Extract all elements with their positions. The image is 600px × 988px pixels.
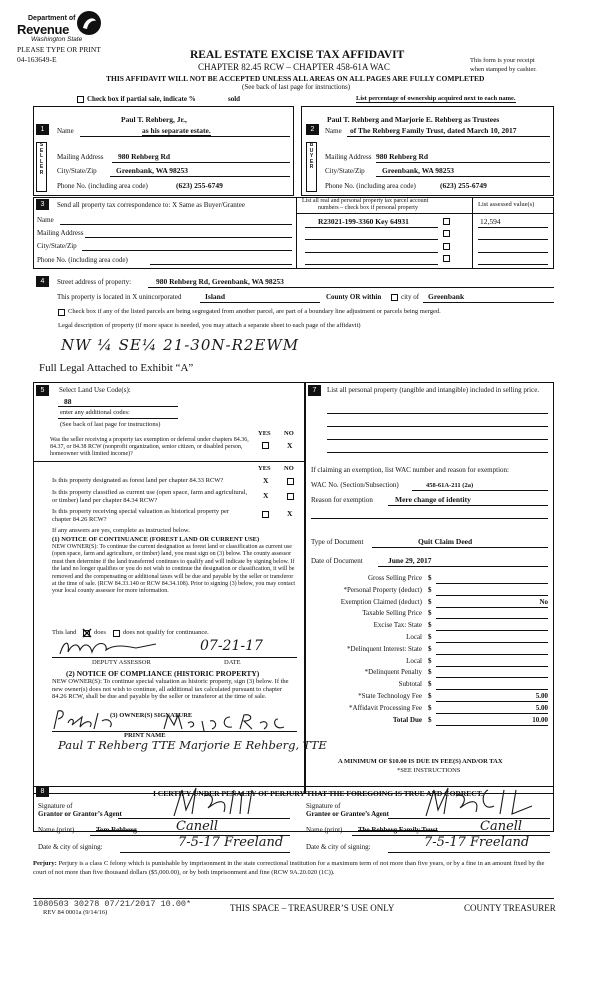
fee-dollar-sign: $ <box>428 609 432 618</box>
ownership-note: List percentage of ownership acquired next to each name. <box>356 95 516 102</box>
doc-date-value: June 29, 2017 <box>388 556 432 565</box>
grantee-sig-label-2: Grantee or Grantee’s Agent <box>306 810 390 818</box>
city-of-label: city of <box>401 293 420 301</box>
assessor-date-label: DATE <box>224 659 241 666</box>
perjury-label: Perjury: <box>33 860 57 867</box>
assessed-header: List assessed value(s) <box>478 201 535 208</box>
treasurer-space: THIS SPACE – TREASURER’S USE ONLY <box>230 903 395 913</box>
street-address: 980 Rehberg Rd, Greenbank, WA 98253 <box>156 277 284 286</box>
legal-description-label: Legal description of property (if more space is needed, you may attach a separate sheet to each page of the affidavit) <box>58 322 361 329</box>
doc-type-label: Type of Document <box>311 538 364 546</box>
grantee-sig-label-1: Signature of <box>306 802 341 810</box>
fee-dollar-sign: $ <box>428 644 432 653</box>
county-treasurer: COUNTY TREASURER <box>464 903 556 913</box>
located-area: Island <box>205 292 226 301</box>
q-current-use-no-checkbox[interactable] <box>287 493 294 500</box>
section-8-number: 8 <box>36 786 49 797</box>
exemption-claim-label: If claiming an exemption, list WAC number and reason for exemption: <box>311 466 509 474</box>
assessor-signature <box>56 636 176 658</box>
seller-name-label: Name <box>57 127 74 135</box>
warning-text: THIS AFFIDAVIT WILL NOT BE ACCEPTED UNLESS ALL AREAS ON ALL PAGES ARE FULLY COMPLETED <box>106 74 485 83</box>
street-address-label: Street address of property: <box>57 278 132 286</box>
q-current-use: Is this property classified as current use (open space, farm and agricultural, or timber) land per chapter 84.34 RCW? <box>52 489 248 504</box>
buyer-city-label: City/State/Zip <box>325 167 365 175</box>
seller-city-label: City/State/Zip <box>57 167 97 175</box>
city-name: Greenbank <box>428 292 465 301</box>
fee-label: Total Due <box>392 715 422 724</box>
revenue-logo-icon <box>76 10 102 36</box>
seller-phone-label: Phone No. (including area code) <box>57 182 148 190</box>
q-exemption-answer: X <box>287 441 293 450</box>
form-number: 04-163649-E <box>17 55 57 64</box>
fee-dollar-sign: $ <box>428 585 432 594</box>
q-exemption: Was the seller receiving a property tax exemption or deferral under chapters 84.36, 84.37, or 84.38 RCW (nonprofit organization, senior citizen, or disabled person, homeowner with limited income)? <box>50 437 249 458</box>
s3-phone-label: Phone No. (including area code) <box>37 256 128 264</box>
grantor-sig-label-2: Grantor or Grantor’s Agent <box>38 810 122 818</box>
yes-header-2: YES <box>258 465 271 472</box>
fee-value: 5.00 <box>535 703 548 712</box>
q-forest: Is this property designated as forest land per chapter 84.33 RCW? <box>52 477 224 484</box>
grantor-sig-label-1: Signature of <box>38 802 73 810</box>
printed-owner-names: Paul T Rehberg TTE Marjorie E Rehberg, TTE <box>58 738 327 752</box>
fee-label: Local <box>406 656 422 665</box>
county-or-label: County OR within <box>326 293 382 301</box>
parcel-personal-checkbox-2[interactable] <box>443 230 450 237</box>
notice-1-text: NEW OWNER(S): To continue the current designation as forest land or classification as current use (open space, farm and agriculture, or timber) land, you must sign on (3) below. The county assessor must then determine if the land transferred continues to qualify and will indicate by signing below. If the land no longer qualifies or you do not wish to continue the designation or classification, it will be removed and the compensating or additional taxes will be due and payable by the seller or transferor at the time of sale. (RCW 84.33.140 or RCW 84.34.108). Prior to signing (3) below, you may contact your local county assessor for more information. <box>52 544 296 595</box>
land-use-label: Select Land Use Code(s): <box>59 386 131 394</box>
no-header-1: NO <box>284 430 294 437</box>
certify-statement: I CERTIFY UNDER PENALTY OF PERJURY THAT THE FOREGOING IS TRUE AND CORRECT. <box>153 789 484 798</box>
buyer-phone: (623) 255-6749 <box>440 181 487 190</box>
grantor-name-handwritten: Canell <box>176 819 219 834</box>
owner-signature-label: (3) OWNER(S) SIGNATURE <box>110 712 193 719</box>
additional-codes-label: enter any additional codes: <box>60 409 130 416</box>
fee-label: *Delinquent Interest: State <box>346 644 422 653</box>
seller-name-line-1: Paul T. Rehberg, Jr., <box>121 115 187 124</box>
fee-dollar-sign: $ <box>428 715 432 724</box>
perjury-text: Perjury is a class C felony which is punishable by imprisonment in the state correctional institution for a maximum term of not more than five years, or by a fine in an amount fixed by the court of not more than five thousand dollars ($5,000.00), or by both imprisonment and fine (RCW 9A.20.020 (1C)). <box>33 860 545 876</box>
this-land-label: This land <box>52 629 77 636</box>
reason-value: Mere change of identity <box>395 495 471 504</box>
section-2-number: 2 <box>306 124 319 135</box>
doc-date-label: Date of Document <box>311 557 363 565</box>
city-of-checkbox[interactable] <box>391 294 398 301</box>
send-correspondence-label: Send all property tax correspondence to: X Same as Buyer/Grantee <box>57 201 245 209</box>
s3-name-label: Name <box>37 216 54 224</box>
parcel-header-1: List all real and personal property tax parcel account <box>302 198 429 204</box>
grantor-name: Tom Rehberg <box>96 826 137 834</box>
parcel-personal-checkbox-3[interactable] <box>443 243 450 250</box>
form-chapter: CHAPTER 82.45 RCW – CHAPTER 458-61A WAC <box>198 62 390 72</box>
buyer-grantee-label: B U Y E R <box>306 142 317 192</box>
fee-value: 5.00 <box>535 692 548 700</box>
no-header-2: NO <box>284 465 294 472</box>
fee-label: Gross Selling Price <box>367 574 422 582</box>
dept-line-1: Department of <box>28 15 76 22</box>
notice-2-text: NEW OWNER(S): To continue special valuation as historic property, sign (3) below. If the new owner(s) does not wish to continue, all additional tax calculated pursuant to chapter 84.26 RCW, shall be due and payable by the seller or transferor at the time of sale. <box>52 678 289 701</box>
land-use-code: 88 <box>64 397 72 406</box>
fee-dollar-sign: $ <box>428 703 432 712</box>
buyer-address: 980 Rehberg Rd <box>376 152 429 161</box>
deputy-assessor-label: DEPUTY ASSESSOR <box>92 659 151 666</box>
receipt-note-1: This form is your receipt <box>470 57 535 64</box>
located-prefix: This property is located in X unincorporated <box>57 293 182 301</box>
fee-label: *Affidavit Processing Fee <box>349 703 422 712</box>
seller-city: Greenbank, WA 98253 <box>116 166 189 175</box>
doc-type-value: Quit Claim Deed <box>418 537 473 546</box>
owner-signature-1 <box>50 707 140 731</box>
reason-label: Reason for exemption <box>311 496 373 504</box>
fee-label: *State Technology Fee <box>358 692 422 700</box>
seller-address-label: Mailing Address <box>57 153 104 161</box>
buyer-phone-label: Phone No. (including area code) <box>325 182 416 190</box>
fee-label: *Personal Property (deduct) <box>343 585 422 594</box>
q-historic-yes-checkbox[interactable] <box>262 511 269 518</box>
seller-address: 980 Rehberg Rd <box>118 152 171 161</box>
dept-line-3: Washington State <box>31 36 83 43</box>
grantee-date: 7-5-17 Freeland <box>424 835 530 850</box>
print-name-label: PRINT NAME <box>124 732 166 739</box>
see-instructions: *SEE INSTRUCTIONS <box>397 767 461 774</box>
cashier-stamp: 1080503 30278 07/21/2017 10.00* <box>33 899 192 909</box>
dept-line-2: Revenue <box>17 22 70 37</box>
partial-sold-label: sold <box>228 95 241 103</box>
does-label: does <box>94 629 106 636</box>
section-7-number: 7 <box>308 385 321 396</box>
buyer-city: Greenbank, WA 98253 <box>382 166 455 175</box>
fee-label: *Delinquent Penalty <box>364 668 422 677</box>
perjury-notice <box>33 860 554 877</box>
grantee-name: The Rehberg Family Trust <box>358 826 438 834</box>
notice-2-title: (2) NOTICE OF COMPLIANCE (HISTORIC PROPERTY) <box>66 669 260 678</box>
legal-description-handwritten: NW ¼ SE¼ 21-30N-R2EWM <box>61 336 300 354</box>
fee-dollar-sign: $ <box>428 656 432 665</box>
grantee-name-handwritten: Canell <box>480 819 523 834</box>
if-any-yes: If any answers are yes, complete as instructed below. <box>52 527 190 534</box>
grantor-date: 7-5-17 Freeland <box>178 835 284 850</box>
section-5-number: 5 <box>36 385 49 396</box>
rev-number: REV 84 0001a (9/14/16) <box>43 909 108 916</box>
form-title: REAL ESTATE EXCISE TAX AFFIDAVIT <box>190 49 405 61</box>
receipt-note-2: when stamped by cashier. <box>470 66 537 73</box>
partial-sale-label: Check box if partial sale, indicate % <box>87 95 196 103</box>
fee-dollar-sign: $ <box>428 668 432 677</box>
parcel-personal-checkbox-1[interactable] <box>443 218 450 225</box>
fee-label: Local <box>406 633 422 641</box>
fee-dollar-sign: $ <box>428 633 432 641</box>
fee-label: Subtotal <box>398 680 422 689</box>
grantor-name-label: Name (print) <box>38 826 75 834</box>
grantor-signature <box>168 786 268 818</box>
grantor-date-label: Date & city of signing: <box>38 843 103 851</box>
fee-label: Excise Tax: State <box>373 621 422 630</box>
q-current-use-answer: X <box>263 491 269 500</box>
section-3-number: 3 <box>36 199 49 210</box>
fee-label: Exemption Claimed (deduct) <box>340 597 422 606</box>
q-forest-no-checkbox[interactable] <box>287 478 294 485</box>
does-not-label: does not qualify for continuance. <box>123 629 209 636</box>
seller-grantor-label: S E L L E R <box>36 142 47 192</box>
fee-dollar-sign: $ <box>428 574 432 582</box>
fee-dollar-sign: $ <box>428 692 432 700</box>
seller-name-line-2: as his separate estate. <box>142 126 211 135</box>
seller-phone: (623) 255-6749 <box>176 181 223 190</box>
fee-value: 10.00 <box>532 715 548 724</box>
wac-label: WAC No. (Section/Subsection) <box>311 481 399 489</box>
fee-dollar-sign: $ <box>428 621 432 630</box>
fee-dollar-sign: $ <box>428 680 432 689</box>
grantee-name-label: Name (print) <box>306 826 343 834</box>
partial-sale-checkbox[interactable] <box>77 96 84 103</box>
buyer-address-label: Mailing Address <box>325 153 372 161</box>
s3-address-label: Mailing Address <box>37 229 84 237</box>
fee-dollar-sign: $ <box>428 597 432 606</box>
fee-label: Taxable Selling Price <box>362 609 422 618</box>
buyer-name-label: Name <box>325 127 342 135</box>
parcel-personal-checkbox-4[interactable] <box>443 255 450 262</box>
parcel-number: R23021-199-3360 Key 64931 <box>318 217 409 226</box>
segregated-label: Check box if any of the listed parcels are being segregated from another parcel, are part of a boundary line adjustment or parcels being merged. <box>68 308 441 315</box>
yes-header-1: YES <box>258 430 271 437</box>
q-historic-answer: X <box>287 509 293 518</box>
please-type: PLEASE TYPE OR PRINT <box>17 45 101 54</box>
notice-1-title: (1) NOTICE OF CONTINUANCE (FOREST LAND OR CURRENT USE) <box>52 536 260 543</box>
section-1-number: 1 <box>36 124 49 135</box>
fee-value: No <box>539 597 548 606</box>
minimum-note: A MINIMUM OF $10.00 IS DUE IN FEE(S) AND/OR TAX <box>338 758 503 765</box>
wac-value: 458-61A-211 (2a) <box>426 482 474 489</box>
buyer-name-line-2: of The Rehberg Family Trust, dated March 10, 2017 <box>350 126 517 135</box>
q-historic: Is this property receiving special valuation as historical property per chapter 84.26 RCW? <box>52 508 230 523</box>
legal-attached-note: Full Legal Attached to Exhibit “A” <box>39 362 194 374</box>
assessor-date: 07-21-17 <box>200 638 263 654</box>
section-4-number: 4 <box>36 276 49 287</box>
q-exemption-yes-checkbox[interactable] <box>262 442 269 449</box>
segregated-checkbox[interactable] <box>58 309 65 316</box>
s3-city-label: City/State/Zip <box>37 242 77 250</box>
grantee-signature <box>420 786 540 818</box>
personal-property-label: List all personal property (tangible and intangible) included in selling price. <box>327 386 540 394</box>
assessed-value: 12,594 <box>480 217 501 226</box>
buyer-name-line-1: Paul T. Rehberg and Marjorie E. Rehberg as Trustees <box>327 115 500 124</box>
see-back-header: (See back of last page for instructions) <box>242 83 351 91</box>
grantee-date-label: Date & city of signing: <box>306 843 371 851</box>
q-forest-answer: X <box>263 476 269 485</box>
s5-see-back: (See back of last page for instructions) <box>60 421 161 428</box>
parcel-header-2: numbers – check box if personal property <box>318 205 418 211</box>
